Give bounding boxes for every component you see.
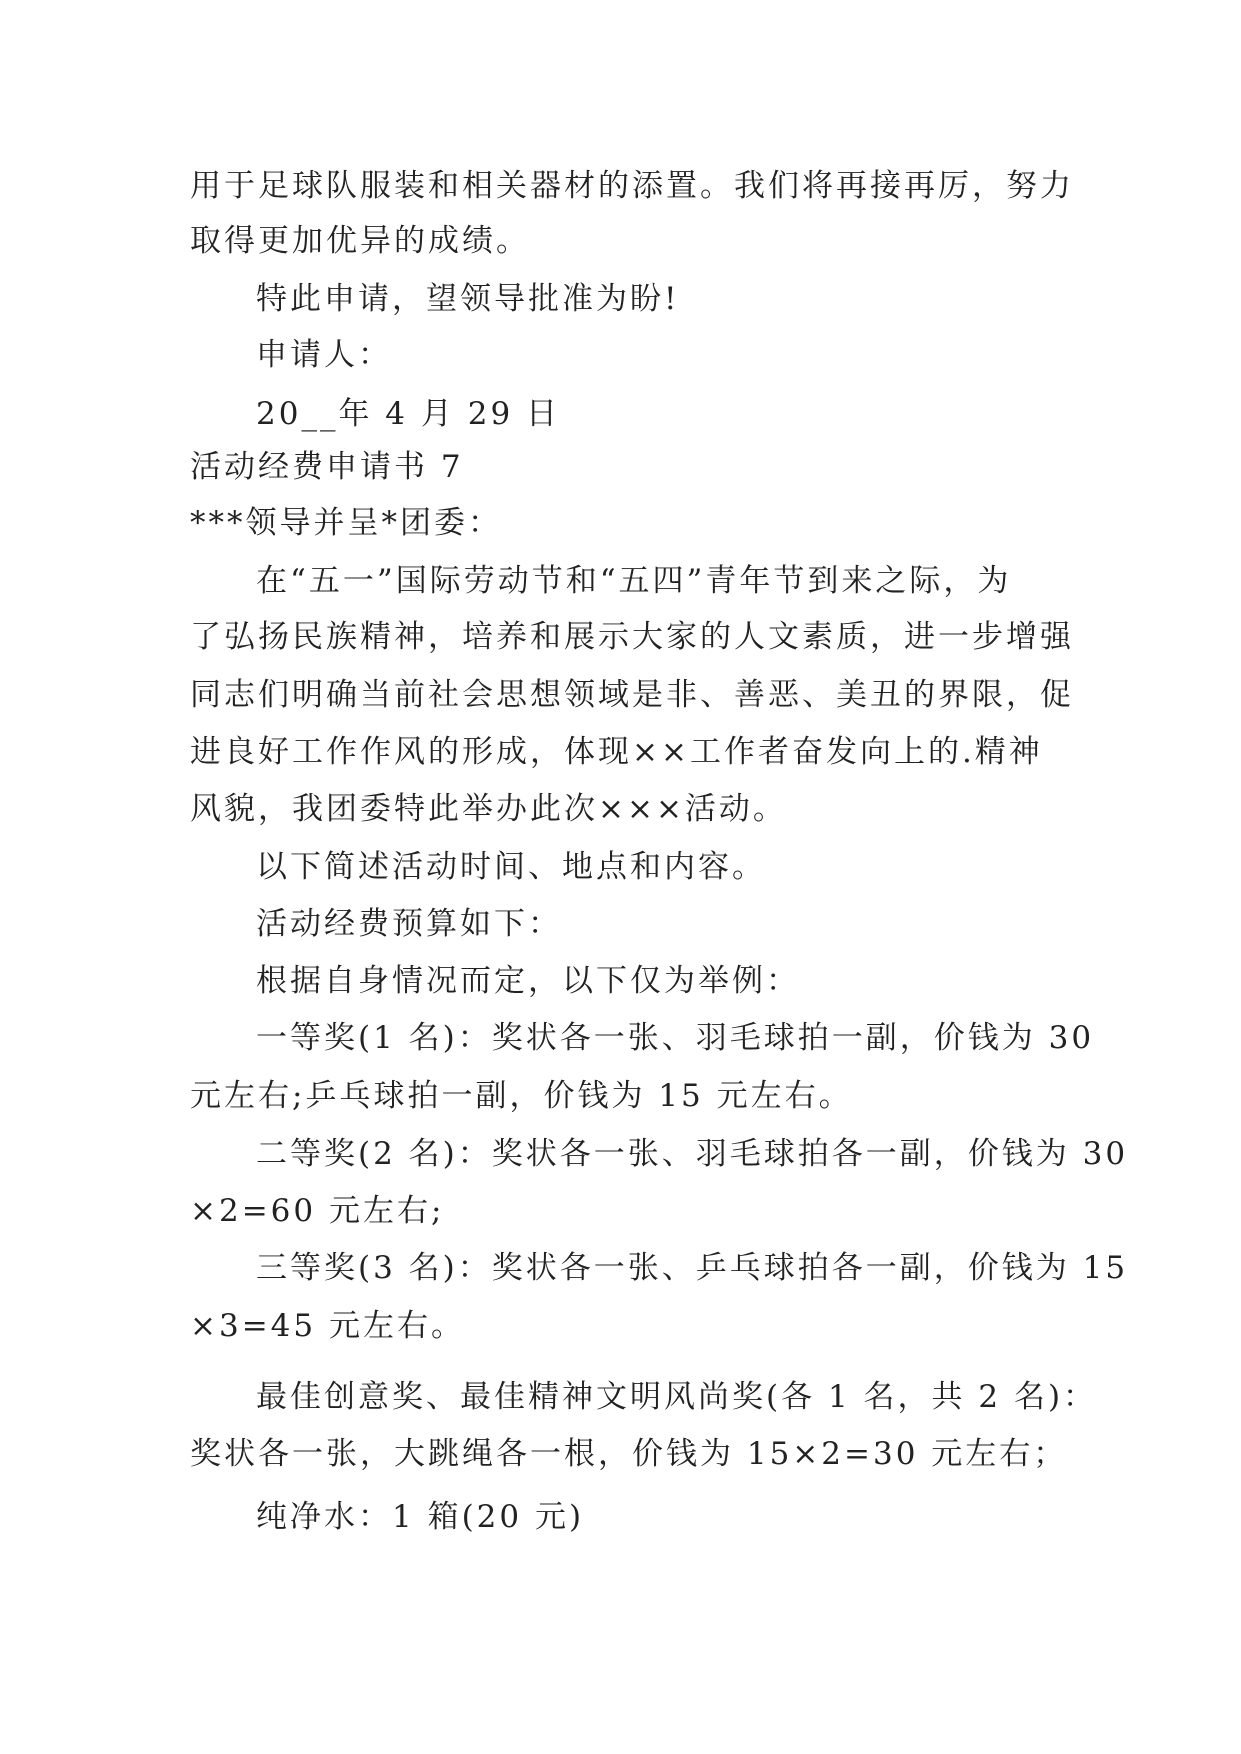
salutation: ***领导并呈*团委：: [190, 505, 502, 541]
paragraph-line: ×3=45 元左右。: [190, 1308, 465, 1344]
applicant-label: 申请人：: [256, 337, 392, 373]
paragraph-line: ×2=60 元左右;: [190, 1193, 445, 1229]
paragraph-line: 特此申请，望领导批准为盼!: [256, 281, 680, 317]
paragraph-line: 奖状各一张，大跳绳各一根，价钱为 15×2=30 元左右；: [190, 1436, 1068, 1472]
paragraph-line: 最佳创意奖、最佳精神文明风尚奖(各 1 名，共 2 名)：: [256, 1379, 1098, 1415]
paragraph-line: 同志们明确当前社会思想领域是非、善恶、美丑的界限，促: [190, 677, 1074, 713]
paragraph-line: 用于足球队服装和相关器材的添置。我们将再接再厉，努力: [190, 168, 1074, 204]
paragraph-line: 三等奖(3 名)：奖状各一张、乒乓球拍各一副，价钱为 15: [256, 1250, 1129, 1286]
date-line: 20__年 4 月 29 日: [256, 396, 561, 432]
paragraph-line: 一等奖(1 名)：奖状各一张、羽毛球拍一副，价钱为 30: [256, 1020, 1095, 1056]
paragraph-line: 元左右;乒乓球拍一副，价钱为 15 元左右。: [190, 1078, 853, 1114]
paragraph-line: 纯净水：1 箱(20 元): [256, 1499, 585, 1535]
section-title: 活动经费申请书 7: [190, 449, 464, 485]
paragraph-line: 在“五一”国际劳动节和“五四”青年节到来之际，为: [256, 563, 1012, 599]
paragraph-line: 风貌，我团委特此举办此次×××活动。: [190, 791, 787, 827]
paragraph-line: 根据自身情况而定，以下仅为举例：: [256, 963, 800, 999]
paragraph-line: 了弘扬民族精神，培养和展示大家的人文素质，进一步增强: [190, 619, 1074, 655]
paragraph-line: 以下简述活动时间、地点和内容。: [256, 849, 766, 885]
paragraph-line: 活动经费预算如下：: [256, 906, 562, 942]
paragraph-line: 二等奖(2 名)：奖状各一张、羽毛球拍各一副，价钱为 30: [256, 1136, 1129, 1172]
paragraph-line: 进良好工作作风的形成，体现××工作者奋发向上的.精神: [190, 734, 1043, 770]
paragraph-line: 取得更加优异的成绩。: [190, 223, 530, 259]
